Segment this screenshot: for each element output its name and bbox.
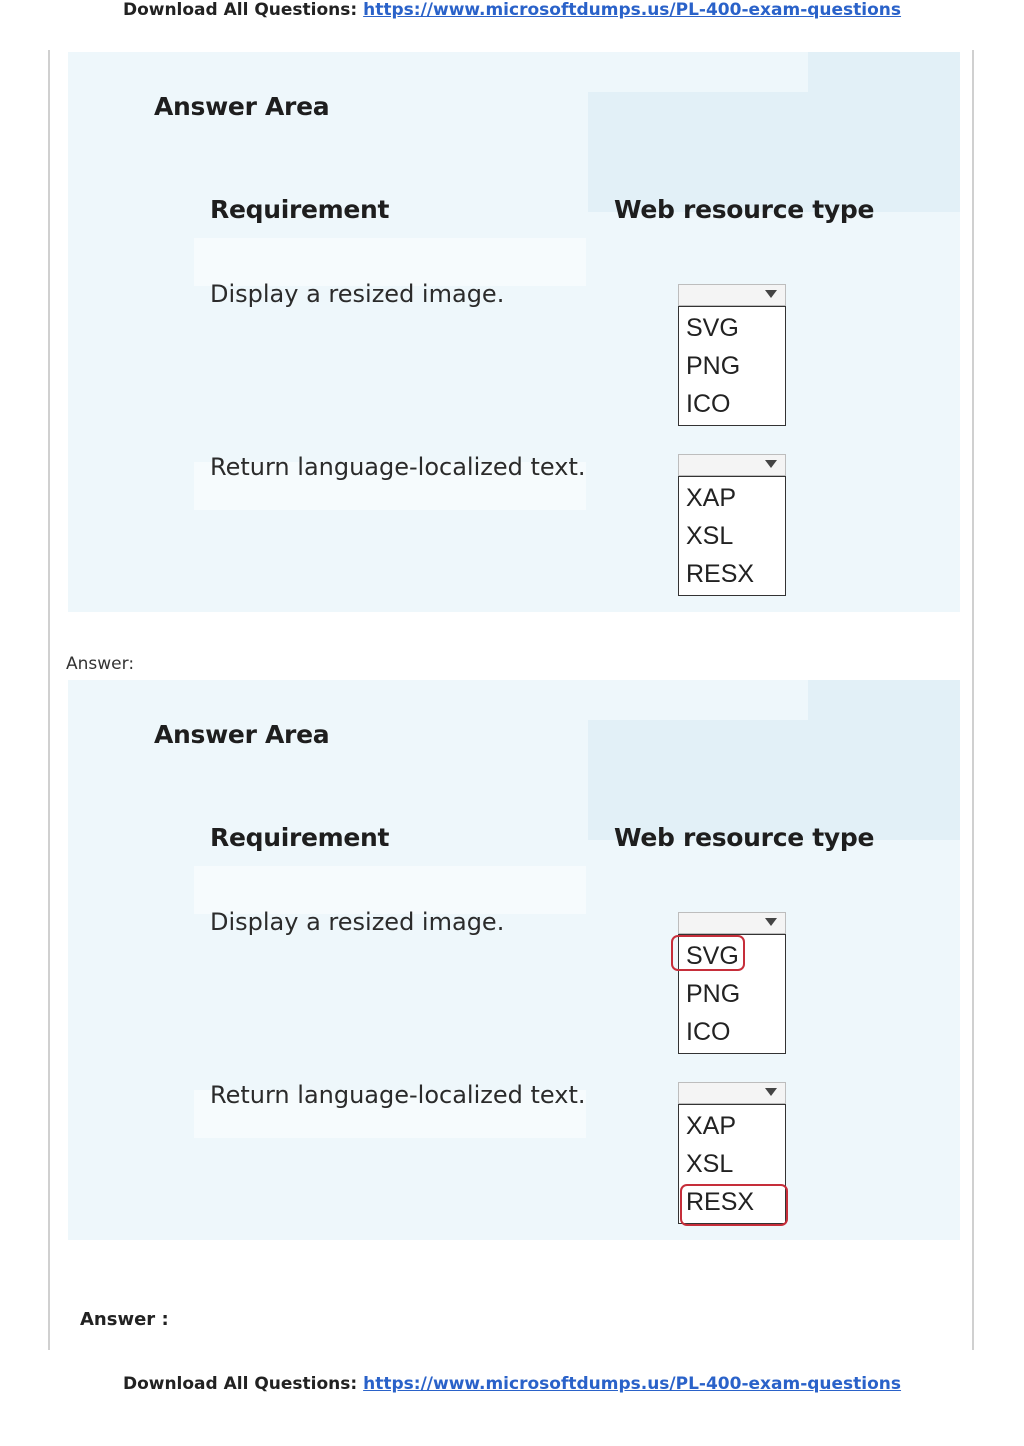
banner-label: Download All Questions: [122,1374,358,1394]
option-svg-selected[interactable]: SVG [686,942,739,970]
dropdown-text-type[interactable] [678,454,786,596]
requirement-localized-text: Return language-localized text. [210,1081,586,1109]
dropdown-options [678,1104,786,1224]
option-svg[interactable]: SVG [686,314,739,342]
answer-area-question [68,52,960,612]
right-border [972,50,974,1350]
requirement-localized-text: Return language-localized text. [210,453,586,481]
answer-area-title: Answer Area [154,720,330,749]
dropdown-image-type[interactable] [678,284,786,426]
dropdown-options [678,476,786,596]
chevron-down-icon[interactable] [765,918,777,926]
answer-area-solution [68,680,960,1240]
requirement-resized-image: Display a resized image. [210,908,505,936]
dropdown-image-type[interactable] [678,912,786,1054]
option-resx[interactable]: RESX [686,560,755,588]
left-border [48,50,50,1350]
dropdown-options [678,306,786,426]
dropdown-header[interactable] [678,284,786,306]
download-link[interactable]: https://www.microsoftdumps.us/PL-400-exam-questions [363,1374,902,1394]
download-link[interactable]: https://www.microsoftdumps.us/PL-400-exam-questions [363,0,902,20]
selection-highlight [671,935,745,971]
requirement-resized-image: Display a resized image. [210,280,505,308]
dropdown-header[interactable] [678,1082,786,1104]
download-banner-top [0,0,1024,20]
requirement-header: Requirement [210,195,390,224]
requirement-header: Requirement [210,823,390,852]
download-banner-bottom [0,1374,1024,1394]
option-png[interactable]: PNG [686,980,741,1008]
selection-highlight [680,1184,788,1226]
option-resx-selected[interactable]: RESX [686,1188,755,1216]
web-resource-type-header: Web resource type [614,195,875,224]
answer-label-2: Answer : [80,1309,169,1330]
banner-label: Download All Questions: [122,0,358,20]
dropdown-header[interactable] [678,912,786,934]
answer-area-title: Answer Area [154,92,330,121]
option-ico[interactable]: ICO [686,390,731,418]
dropdown-options [678,934,786,1054]
chevron-down-icon[interactable] [765,1088,777,1096]
dropdown-header[interactable] [678,454,786,476]
dropdown-text-type[interactable] [678,1082,786,1224]
answer-label: Answer: [66,654,135,674]
option-xsl[interactable]: XSL [686,522,734,550]
chevron-down-icon[interactable] [765,460,777,468]
option-png[interactable]: PNG [686,352,741,380]
option-ico[interactable]: ICO [686,1018,731,1046]
option-xsl[interactable]: XSL [686,1150,734,1178]
option-xap[interactable]: XAP [686,484,737,512]
chevron-down-icon[interactable] [765,290,777,298]
web-resource-type-header: Web resource type [614,823,875,852]
option-xap[interactable]: XAP [686,1112,737,1140]
